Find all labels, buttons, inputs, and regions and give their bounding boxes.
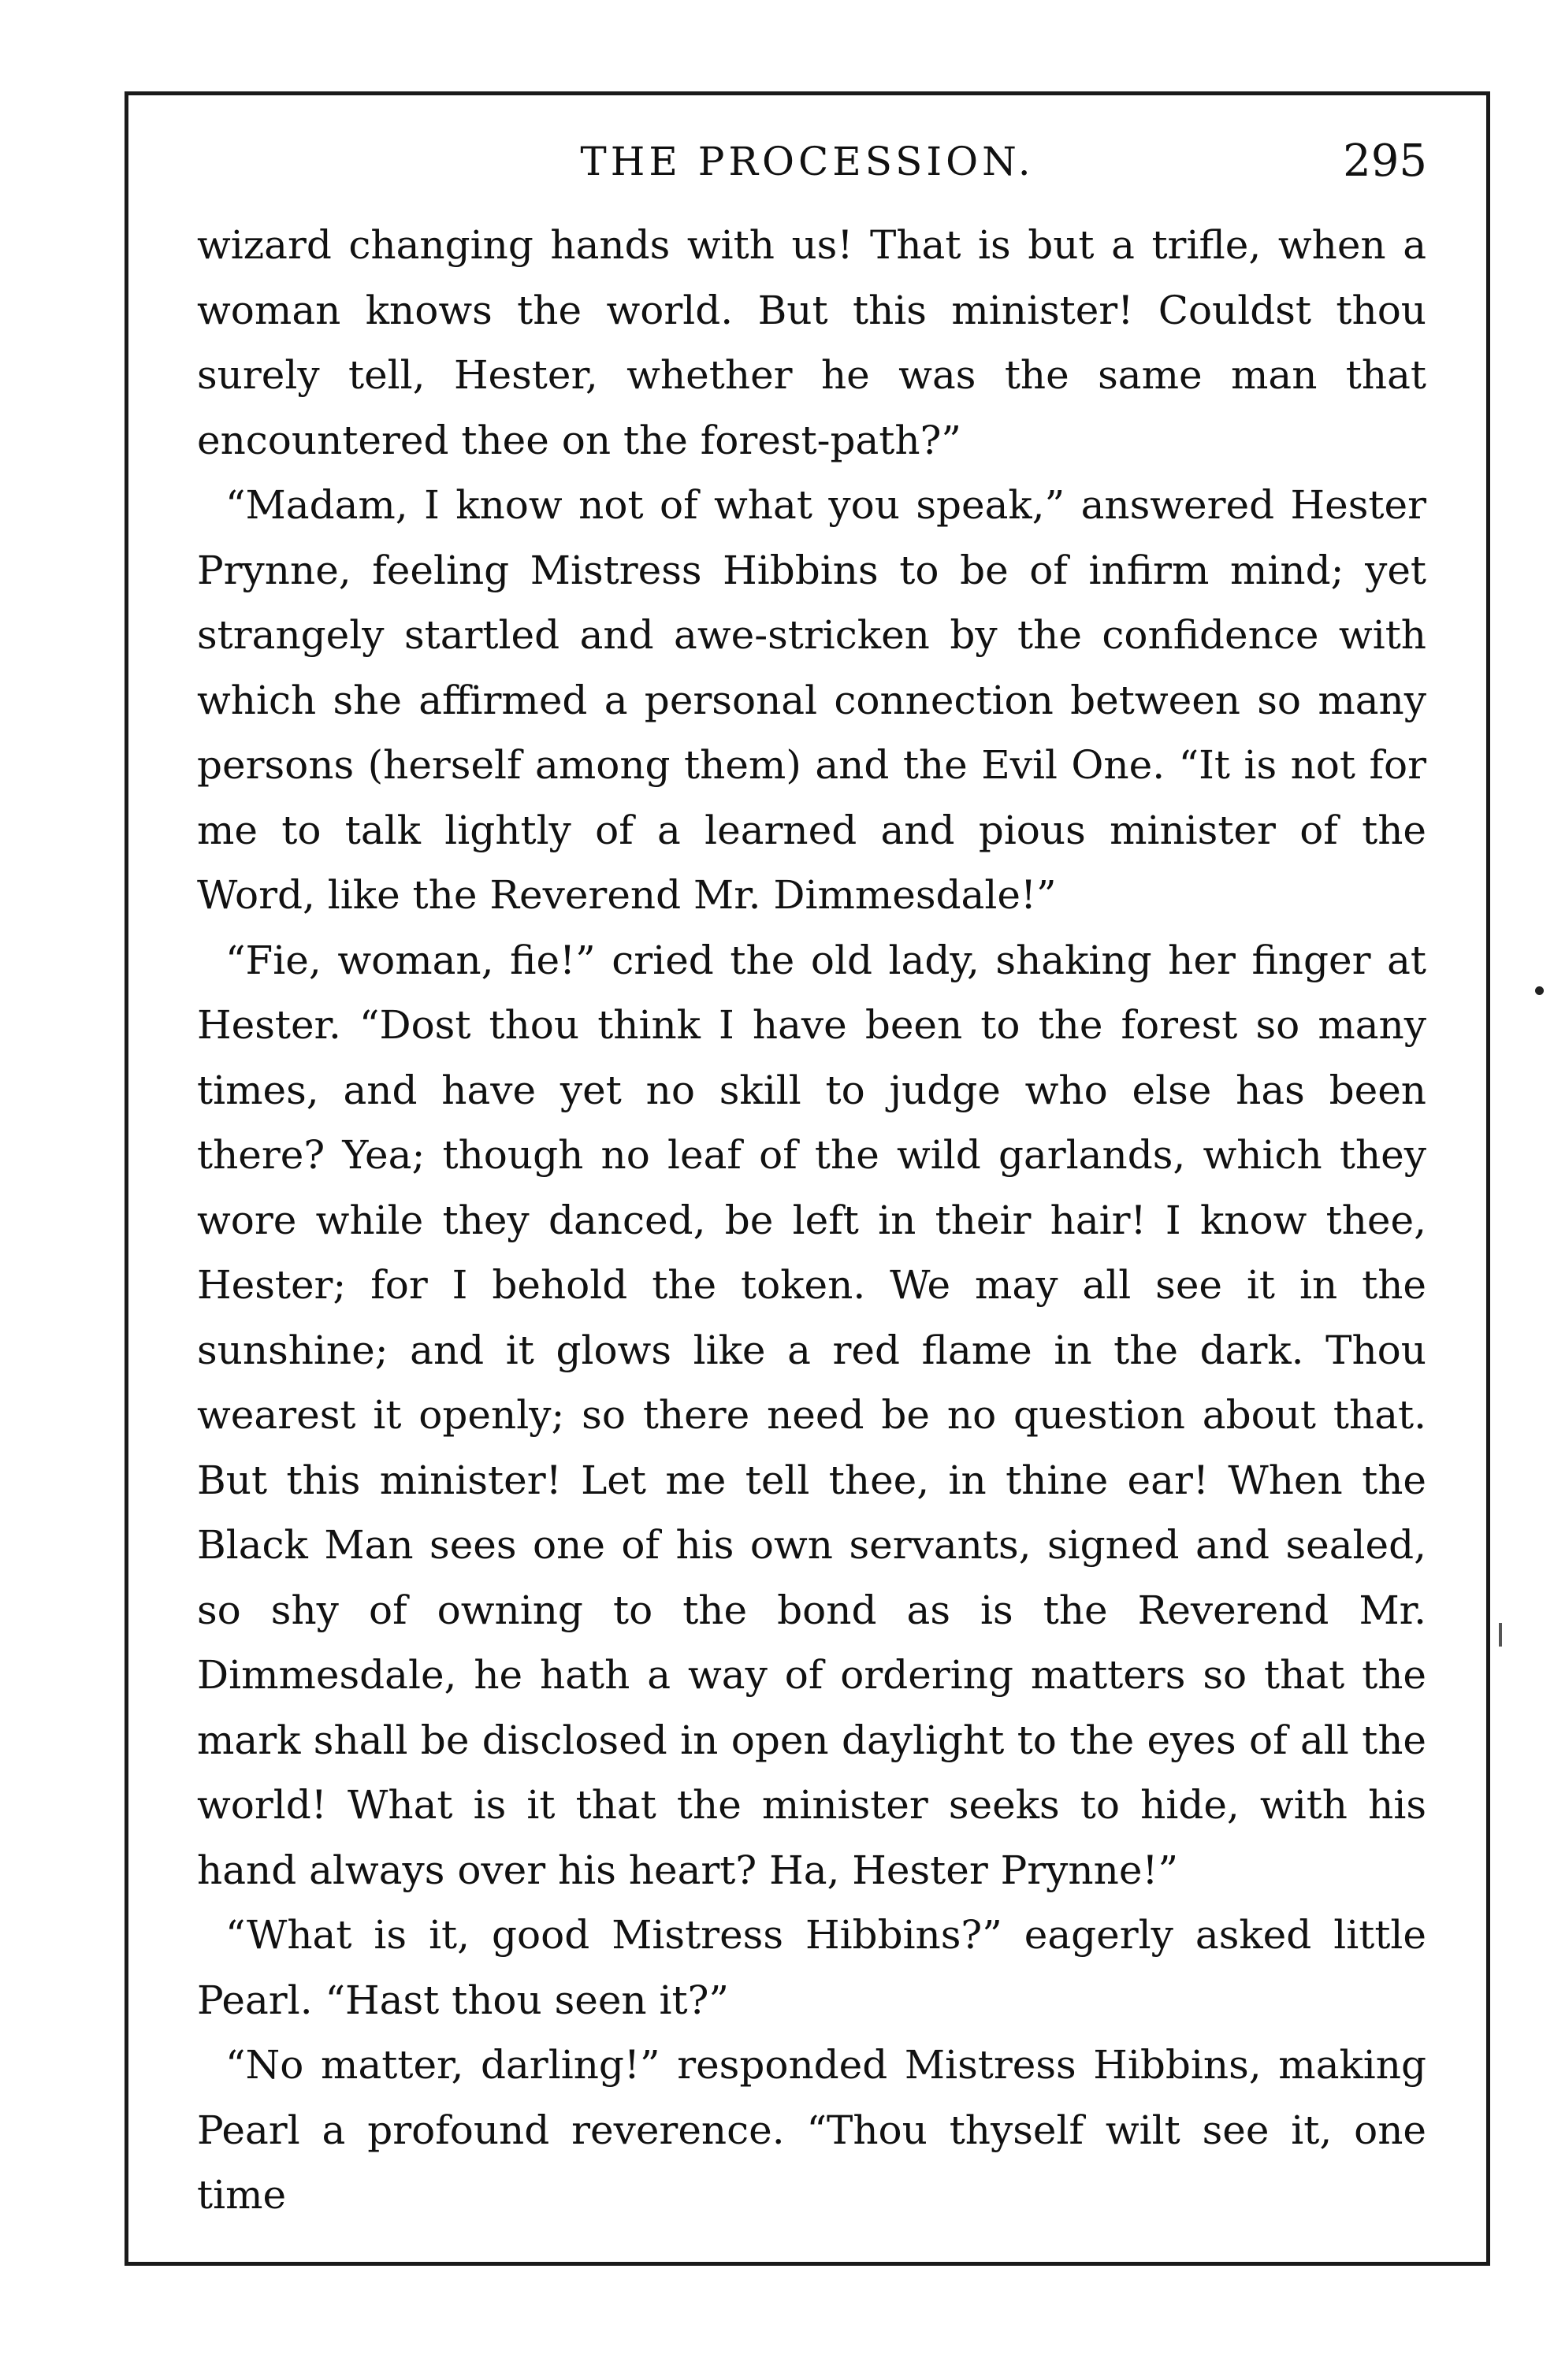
page-number: 295	[1343, 136, 1427, 187]
body-text	[197, 213, 1426, 2228]
margin-dot	[1535, 986, 1544, 995]
scan-mark	[1499, 1623, 1502, 1647]
paragraph: “Madam, I know not of what you speak,” answered Hester Prynne, feeling Mistress Hibbins to be of infirm mind; yet strangely startled and awe-stricken by the confidence with which she affirmed a personal connection between so many persons (herself among them) and the Evil One. “It is not for me to talk lightly of a learned and pious minister of the Word, like the Reverend Mr. Dimmesdale!”	[197, 482, 1426, 918]
paragraph: wizard changing hands with us! That is but a trifle, when a woman knows the world. But this minister! Couldst thou surely tell, Hester, whether he was the same man that encountered thee on the forest-path?”	[197, 222, 1426, 463]
paragraph: “What is it, good Mistress Hibbins?” eagerly asked little Pearl. “Hast thou seen it?”	[197, 1912, 1426, 2023]
paragraph: “Fie, woman, fie!” cried the old lady, shaking her finger at Hester. “Dost thou think I have been to the forest so many times, and have yet no skill to judge who else has been there? Yea; though no leaf of the wild garlands, which they wore while they danced, be left in their hair! I know thee, Hester; for I behold the token. We may all see it in the sunshine; and it glows like a red flame in the dark. Thou wearest it openly; so there need be no question about that. But this minister! Let me tell thee, in thine ear! When the Black Man sees one of his own servants, signed and sealed, so shy of owning to the bond as is the Reverend Mr. Dimmesdale, he hath a way of ordering matters so that the mark shall be disclosed in open daylight to the eyes of all the world! What is it that the minister seeks to hide, with his hand always over his heart? Ha, Hester Prynne!”	[197, 937, 1426, 1893]
running-head: THE PROCESSION.	[580, 139, 1035, 184]
page-header	[125, 132, 1490, 195]
paragraph: “No matter, darling!” responded Mistress Hibbins, making Pearl a profound reverence. “Thou thyself wilt see it, one time	[197, 2042, 1426, 2218]
